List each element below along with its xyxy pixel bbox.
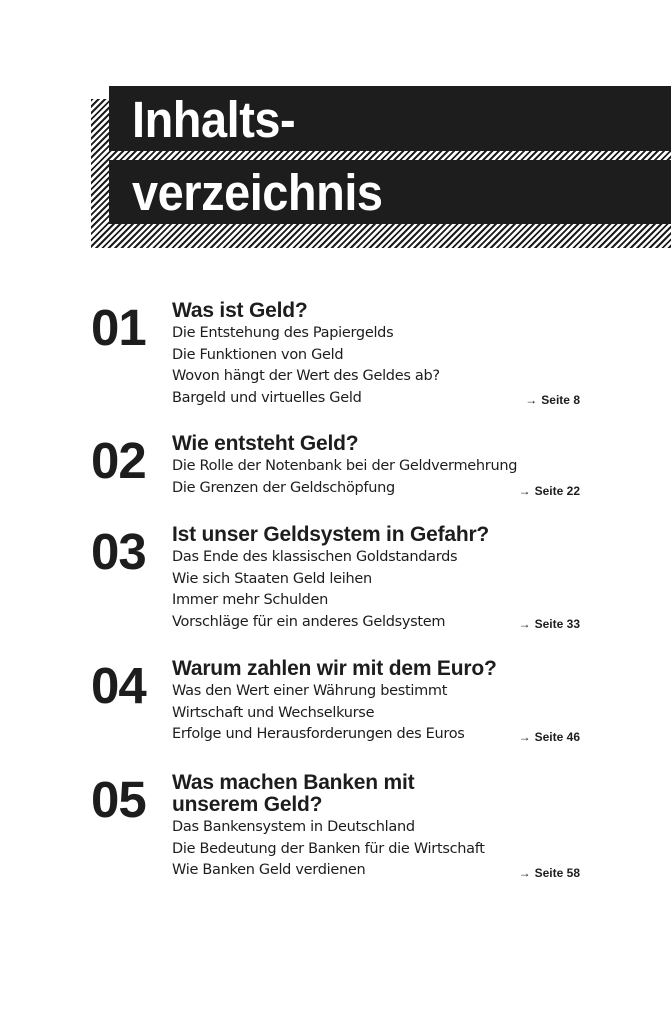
subsection-item: Das Ende des klassischen Goldstandards — [172, 549, 458, 565]
arrow-right-icon: → — [525, 393, 538, 407]
subsection-item: Wovon hängt der Wert des Geldes ab? — [172, 368, 440, 384]
arrow-right-icon: → — [518, 617, 531, 631]
page-link-chapter-02[interactable] — [519, 484, 580, 498]
chapter-title: Ist unser Geldsystem in Gefahr? — [172, 523, 490, 546]
subsection-item: Wirtschaft und Wechselkurse — [172, 704, 375, 721]
arrow-right-icon: → — [518, 866, 531, 880]
page-label: Seite 33 — [534, 617, 580, 631]
subsection-list — [172, 817, 485, 882]
arrow-right-icon: → — [518, 484, 531, 498]
chapter-title: Wie entsteht Geld? — [172, 432, 359, 455]
chapter-number: 05 — [91, 771, 146, 828]
chapter-title — [172, 772, 532, 816]
page-title-line2: verzeichnis — [132, 164, 383, 221]
page-title-line1: Inhalts- — [132, 91, 296, 148]
subsection-list — [172, 681, 465, 746]
subsection-item: Was den Wert einer Währung bestimmt — [172, 683, 448, 699]
subsection-item: Das Bankensystem in Deutschland — [172, 819, 415, 835]
subsection-item: Die Bedeutung der Banken für die Wirtschaft — [172, 840, 485, 857]
page-link-chapter-03[interactable] — [519, 617, 580, 631]
subsection-item: Die Rolle der Notenbank bei der Geldvermehrung — [172, 458, 518, 474]
subsection-list — [172, 323, 440, 409]
subsection-item: Wie Banken Geld verdienen — [172, 862, 366, 878]
subsection-item: Erfolge und Herausforderungen des Euros — [172, 726, 465, 742]
page-label: Seite 8 — [541, 393, 580, 407]
arrow-right-icon: → — [518, 730, 531, 744]
chapter-title: Warum zahlen wir mit dem Euro? — [172, 657, 497, 680]
subsection-item: Bargeld und virtuelles Geld — [172, 389, 362, 406]
header-title-line2-band — [109, 160, 671, 224]
page-link-chapter-01[interactable] — [525, 393, 580, 407]
header-title-line1-band — [109, 86, 671, 151]
chapter-number: 04 — [91, 657, 146, 714]
chapter-number: 02 — [91, 432, 146, 489]
subsection-item: Vorschläge für ein anderes Geldsystem — [172, 613, 446, 630]
chapter-title-line2: unserem Geld? — [172, 793, 323, 816]
page-label: Seite 58 — [534, 866, 580, 880]
subsection-list — [172, 456, 517, 499]
subsection-item: Die Funktionen von Geld — [172, 346, 344, 363]
chapter-title: Was ist Geld? — [172, 299, 308, 322]
page-label: Seite 46 — [534, 730, 580, 744]
subsection-item: Die Entstehung des Papiergelds — [172, 325, 394, 341]
subsection-item: Wie sich Staaten Geld leihen — [172, 570, 372, 587]
chapter-number: 03 — [91, 523, 146, 580]
chapter-number: 01 — [91, 299, 146, 356]
subsection-item: Die Grenzen der Geldschöpfung — [172, 479, 395, 496]
subsection-item: Immer mehr Schulden — [172, 592, 329, 608]
chapter-title-line1: Was machen Banken mit — [172, 771, 415, 794]
page-link-chapter-05[interactable] — [519, 866, 580, 880]
page-label: Seite 22 — [534, 484, 580, 498]
page-link-chapter-04[interactable] — [519, 730, 580, 744]
subsection-list — [172, 547, 457, 633]
